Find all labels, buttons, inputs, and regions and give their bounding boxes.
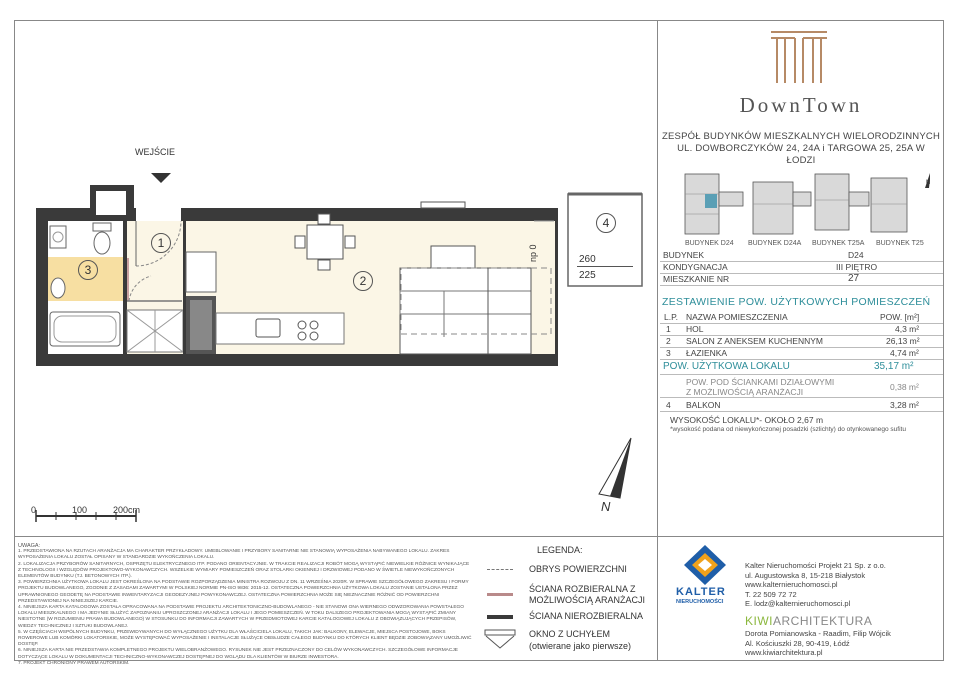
total-value: 35,17 m² xyxy=(874,361,914,372)
wc-tank xyxy=(93,223,111,231)
kalter-phone[interactable]: T. 22 509 72 72 xyxy=(745,589,797,599)
kalter-address: ul. Augustowska 8, 15-218 Białystok xyxy=(745,570,866,580)
footer-divider xyxy=(14,536,944,537)
basin xyxy=(51,278,65,298)
entrance-arrow xyxy=(151,173,171,183)
chair-left xyxy=(295,236,305,248)
wardrobe-inner xyxy=(190,300,212,350)
info-row-building xyxy=(660,250,943,262)
floor-plan xyxy=(14,20,657,536)
legend-window-label-1: OKNO Z UCHYŁEM xyxy=(529,629,611,639)
info-row-apartment xyxy=(660,274,943,286)
legend-outline-swatch xyxy=(487,569,513,570)
dim-bottom: 225 xyxy=(579,270,596,281)
balcony-area: 3,28 m² xyxy=(890,400,919,410)
summary-heading: ZESTAWIENIE POW. UŻYTKOWYCH POMIESZCZEŃ xyxy=(662,296,931,308)
room-name: HOL xyxy=(686,324,704,334)
wall-bottom xyxy=(36,354,556,366)
scale-label-0: 0 xyxy=(31,505,37,515)
key-label-d24: BUDYNEK D24 xyxy=(685,240,734,247)
wc-bowl xyxy=(94,232,110,254)
downtown-logo-icon xyxy=(769,30,829,85)
room-area: 4,74 m² xyxy=(890,348,919,358)
room-area: 4,3 m² xyxy=(895,324,920,334)
legend-removable-label-1: ŚCIANA ROZBIERALNA Z xyxy=(529,584,636,594)
col-no: L.P. xyxy=(664,312,679,322)
bath-wall xyxy=(123,221,127,354)
notes-title: UWAGA: xyxy=(18,543,41,549)
kiwi-name: KIWI xyxy=(745,614,773,628)
north-label: N xyxy=(601,499,611,514)
info-value: III PIĘTRO xyxy=(836,262,878,272)
legend-removable-swatch xyxy=(487,593,513,596)
kalter-website[interactable]: www.kalternieruchomosci.pl xyxy=(745,580,838,590)
dining-table xyxy=(307,225,343,259)
kiwi-authors: Dorota Pomianowska - Raadim, Filip Wójcik xyxy=(745,629,891,638)
room-2-marker: 2 xyxy=(353,271,373,291)
partition-wall xyxy=(127,258,129,301)
level-label: np 0 xyxy=(528,244,538,262)
room-no: 2 xyxy=(666,336,671,346)
room-row xyxy=(660,348,943,360)
kalter-logo-text: KALTER xyxy=(676,586,726,598)
note-item: 7. PROJEKT CHRONIONY PRAWEM AUTORSKIM. xyxy=(18,660,130,666)
note-item: 2. LOKALIZACJA PRZYBORÓW SANITARNYCH, OSPRZĘTU ELEKTRYCZNEGO ITP. PODANO ORIENTACYJNIE. W TRAKCIE REALIZACJI ROBÓT MOGĄ WYSTĄPIĆ NIEWIELKIE RÓŻNICE WYNIKAJĄCE Z TECHNOLOGII I WZGLĘDÓW PROJEKTOWO-WYKONAWCZYCH. WSZELKIE WYMIARY POMIESZCZEŃ ORAZ STOLARKI OKIENNEJ I DRZWIOWEJ PODANO W ŚWIETLE NIEWYKOŃCZONYCH ELEMENTÓW BUDYNKU (TJ. BETONOWYCH ITP.). xyxy=(18,561,470,580)
info-label: BUDYNEK xyxy=(663,250,705,260)
legend-fixed-swatch xyxy=(487,615,513,619)
room-name: SALON Z ANEKSEM KUCHENNYM xyxy=(686,336,823,346)
room-1-marker: 1 xyxy=(151,233,171,253)
kiwi-website[interactable]: www.kiwiarchitektura.pl xyxy=(745,648,823,658)
key-north-label: N xyxy=(926,180,931,186)
sink xyxy=(50,226,66,248)
height-label: WYSOKOŚĆ LOKALU*- OKOŁO 2,67 m xyxy=(670,415,824,425)
legend-window-icon xyxy=(484,628,516,650)
kalter-email[interactable]: E. lodz@kalternieruchomosci.pl xyxy=(745,599,851,609)
chair-top xyxy=(318,214,330,224)
partition-label-1: POW. POD ŚCIANKAMI DZIAŁOWYMI xyxy=(686,377,835,387)
legend-title: LEGENDA: xyxy=(537,545,583,555)
shaft-inner xyxy=(96,191,126,215)
room-no: 3 xyxy=(666,348,671,358)
key-label-d24a: BUDYNEK D24A xyxy=(748,240,802,247)
entry-gap xyxy=(136,208,181,221)
coffee-table xyxy=(431,246,475,268)
balcony-name: BALKON xyxy=(686,400,721,410)
col-name: NAZWA POMIESZCZENIA xyxy=(686,312,788,322)
key-plan xyxy=(675,164,930,238)
kalter-logo-icon xyxy=(684,545,726,585)
north-arrow-fill xyxy=(610,438,631,498)
legend-outline-label: OBRYS POWIERZCHNI xyxy=(529,564,627,574)
partition-label-2: Z MOŻLIWOŚCIĄ ARANŻACJI xyxy=(686,387,804,397)
total-row xyxy=(660,361,943,375)
notes xyxy=(18,543,473,667)
room-4-marker: 4 xyxy=(596,213,616,233)
key-label-t25: BUDYNEK T25 xyxy=(876,240,924,247)
kiwi-contact xyxy=(745,629,891,658)
kalter-company: Kalter Nieruchomości Projekt 21 Sp. z o.o. xyxy=(745,561,886,570)
legend-removable-label-2: MOŻLIWOŚCIĄ ARANŻACJI xyxy=(529,595,646,605)
panel-divider xyxy=(657,20,658,661)
dim-line xyxy=(577,266,633,267)
note-item: 6. NINIEJSZA KARTA NIE PRZEDSTAWIA KOMPLETNEGO PROJEKTU WIELOBRANŻOWEGO. RYSUNEK NIE JEST PRZEZNACZONY DO CELÓW WYKONAWCZYCH. SZCZEGÓŁOWE INFORMACJE DOTYCZĄCE LOKALU W DOKUMENTACJI TECHNICZNO-WYKONAWCZEJ DOSTĘPNEJ DO WGLĄDU DLA KLIENTÓW W BIURZE INWESTORA. xyxy=(18,648,458,660)
dim-top: 260 xyxy=(579,254,596,265)
room-name: ŁAZIENKA xyxy=(686,348,728,358)
kiwi-address: Al. Kościuszki 28, 90-419, Łódź xyxy=(745,638,850,648)
col-area: POW. [m²] xyxy=(880,312,920,322)
partition-row xyxy=(660,377,943,398)
note-item: 3. POWIERZCHNIA UŻYTKOWA LOKALU JEST OKREŚLONA NA PODSTAWIE ROZPORZĄDZENIA MINISTRA ROZWOJU Z DN. 11 WRZEŚNIA 2020R. W SPRAWIE SZCZEGÓŁOWEGO ZAKRESU I FORMY PROJEKTU BUDOWLANEGO, ZGODNIE Z ZASADAMI ZAWARTYMI W POLSKIEJ NORMIE PN-ISO 9836: 2015-12. OSTATECZNA POWIERZCHNIA UŻYTKOWA LOKALU ZOSTANIE USTALONA PRZEZ UPRAWNIONEGO GEODETĘ NA PODSTAWIE INWENTARYZACJI GEODEZYJNEJ POWYKONAWCZEJ. OSTATECZNA POWIERZCHNIA MOŻE SIĘ NIEZNACZNIE RÓŻNIĆ OD POWIERZCHNI PRZEDSTAWIONEJ NA NINIEJSZEJ KARCIE. xyxy=(18,580,469,604)
room-row xyxy=(660,336,943,348)
apartment-highlight xyxy=(705,194,717,208)
room-3-marker: 3 xyxy=(78,260,98,280)
brand-name: DownTown xyxy=(739,93,863,117)
note-item: 4. NINIEJSZA KARTA KATALOGOWA ZOSTAŁA OPRACOWANA NA PODSTAWIE PROJEKTU ARCHITEKTONICZNO-BUDOWLANEGO - NIE STANOWI ONA WIERNEGO ODWZOROWANIA POWSTAŁEGO LOKALU MIESZKALNEGO I MA JEDYNIE SŁUŻYĆ ZAPOZNANIU UPROSZCZONEJ ARANŻACJI LOKALU I JEGO POMIESZCZEŃ. W TOKU DALSZEGO PROJEKTOWANIA MOGĄ WYSTĄPIĆ ZMIANY NIESTOTNE (W ROZUMIENIU PRAWA BUDOWLANEGO) W STOSUNKU DO INFORMACJI ZAWARTYCH W PRZEDMIOTOWEJ KARCIE KATALOGOWEJ LOKALU Z OBOWIĄZUJĄCYCH PRZEPISÓW, WIEDZY TECHNICZNEJ I SZTUKI BUDOWLANEJ. xyxy=(18,605,464,629)
info-value: D24 xyxy=(848,250,864,260)
fridge xyxy=(186,252,216,292)
bathtub xyxy=(50,312,120,346)
entrance-label: WEJŚCIE xyxy=(135,147,176,157)
kiwi-logo xyxy=(745,614,872,628)
kitchen-sink xyxy=(256,319,280,337)
kalter-contact xyxy=(745,561,886,609)
info-label: MIESZKANIE NR xyxy=(663,274,730,284)
summary-header-row xyxy=(660,312,943,324)
scale-label-200: 200cm xyxy=(113,505,141,515)
note-item: 5. W CZĘŚCIACH WSPÓLNYCH BUDYNKU, PRZEWIDYWANYCH DO WYŁĄCZNEGO UŻYTKU DLA WŁAŚCICIELA LOKALU, TAKICH JAK: BALKONY, ELEWACJE, MIEJSCA POSTOJOWE, BOKS ROWEROWE LUB KOMÓRKI LOKATORSKIE, MOŻE WYSTĘPOWAĆ WYPOSAŻENIE I INSTALACJE SŁUŻĄCE OBSŁUDZE CAŁEGO BUDYNKU DO KTÓRYCH KLIENT BĘDZIE ZOBOWIĄZANY UMOŻLIWIĆ DOSTĘP. xyxy=(18,629,472,648)
sofa xyxy=(400,268,531,354)
project-line-1: ZESPÓŁ BUDYNKÓW MIESZKALNYCH WIELORODZINNYCH xyxy=(662,131,941,142)
note-item: 1. PRZEDSTAWIONA NA RZUTACH ARANŻACJA MA CHARAKTER PRZYKŁADOWY. UMEBLOWANIE I PRZYBORY SANITARNE NIE STANOWIĄ WYPOSAŻENIA NABYWANEGO LOKALU. ZAKRES WYPOSAŻENIA LOKALU ZOSTAŁ OPISANY W STANDARDZIE WYKOŃCZENIA LOKALU. xyxy=(18,549,450,561)
legend-window-label-2: (otwierane jako pierwsze) xyxy=(529,641,632,651)
partition-value: 0,38 m² xyxy=(890,382,919,392)
balcony-row xyxy=(660,400,943,412)
kalter-logo-subtext: NIERUCHOMOŚCI xyxy=(676,599,724,605)
legend-fixed-label: ŚCIANA NIEROZBIERALNA xyxy=(529,611,644,621)
height-note: *wysokość podana od niewykończonej posadzki (szlichty) do otynkowanego sufitu xyxy=(670,426,906,433)
wall-left xyxy=(36,208,48,366)
balcony-wall xyxy=(555,208,558,366)
chair-right xyxy=(345,236,355,248)
tv xyxy=(421,202,465,208)
kiwi-arch: ARCHITEKTURA xyxy=(773,614,873,628)
project-line-2: UL. DOWBORCZYKÓW 24, 24A i TARGOWA 25, 25A W ŁODZI xyxy=(677,143,925,166)
info-value: 27 xyxy=(848,273,860,284)
project-title xyxy=(662,131,940,167)
room-no: 1 xyxy=(666,324,671,334)
key-label-t25a: BUDYNEK T25A xyxy=(812,240,865,247)
info-row-floor xyxy=(660,262,943,274)
room-area: 26,13 m² xyxy=(886,336,920,346)
room-row xyxy=(660,324,943,336)
scale-label-100: 100 xyxy=(72,505,88,515)
info-label: KONDYGNACJA xyxy=(663,262,728,272)
total-label: POW. UŻYTKOWA LOKALU xyxy=(663,361,790,372)
chair-bottom xyxy=(318,260,330,270)
balcony-no: 4 xyxy=(666,400,671,410)
